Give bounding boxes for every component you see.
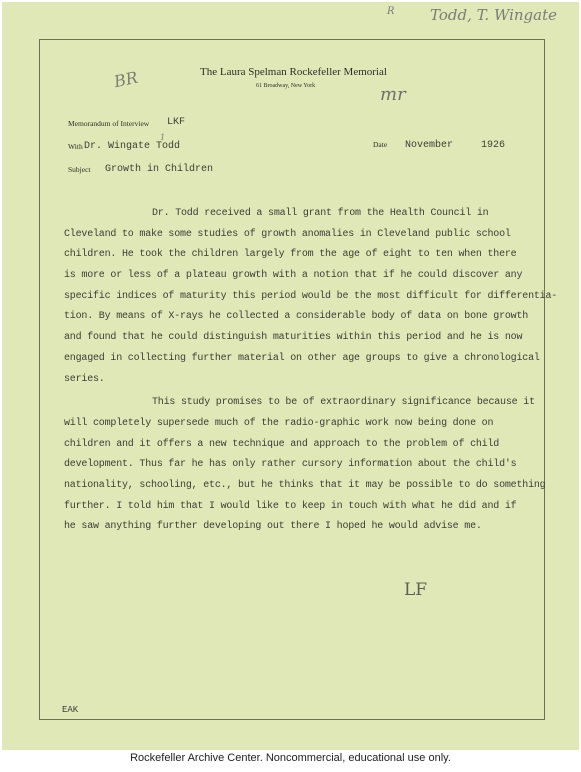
letterhead-address: 61 Broadway, New York	[256, 83, 316, 89]
memo-label: Memorandum of Interview	[68, 119, 150, 128]
body-line: he saw anything further developing out there I hoped he would advise me.	[64, 521, 482, 533]
body-line: series.	[64, 373, 105, 385]
body-line: tion. By means of X-rays he collected a considerable body of data on bone growth	[64, 311, 529, 323]
memo-body	[64, 204, 558, 538]
body-line: specific indices of maturity this period would be the most difficult for differentia-	[64, 290, 558, 302]
typist-initials: EAK	[62, 705, 79, 715]
with-value: Dr. Wingate Todd	[84, 141, 181, 152]
body-line: This study promises to be of extraordinary significance because it	[152, 397, 535, 409]
archive-footer: Rockefeller Archive Center. Noncommercial, educational use only.	[130, 752, 451, 764]
handwritten-initials-left: BR	[112, 67, 140, 92]
subject-value: Growth in Children	[105, 164, 214, 175]
body-line: nationality, schooling, etc., but he thinks that it may be possible to do something	[64, 479, 546, 491]
body-line: children. He took the children largely from the age of eight to ten when there	[64, 249, 517, 261]
with-label: With	[68, 142, 83, 151]
year-value: 1926	[481, 140, 506, 151]
letterhead-org: The Laura Spelman Rockefeller Memorial	[200, 66, 387, 78]
body-line: is more or less of a plateau growth with a notion that if he could discover any	[64, 270, 523, 282]
subject-label: Subject	[68, 165, 91, 174]
body-line: will completely supersede much of the radio-graphic work now being done on	[64, 417, 494, 429]
body-line: development. Thus far he has only rather cursory information about the child's	[64, 459, 517, 471]
date-value: November	[405, 140, 454, 151]
body-line: and found that he could distinguish maturities within this period and he is now	[64, 332, 523, 344]
insert-mark: 1	[160, 133, 166, 142]
body-line: Cleveland to make some studies of growth anomalies in Cleveland public school	[64, 228, 511, 240]
handwritten-archive-note: Todd, T. Wingate	[430, 6, 558, 24]
body-line: children and it offers a new technique and approach to the problem of child	[64, 438, 500, 450]
body-line: further. I told him that I would like to keep in touch with what he did and if	[64, 500, 517, 512]
body-line: Dr. Todd received a small grant from the Health Council in	[152, 208, 489, 219]
handwritten-signature: LF	[404, 580, 428, 600]
date-label: Date	[373, 140, 388, 149]
handwritten-archive-mark: R	[387, 6, 395, 17]
body-line: engaged in collecting further material on other age groups to give a chronological	[64, 352, 540, 364]
handwritten-initials-right: mr	[380, 84, 406, 105]
memo-initials: LKF	[167, 117, 186, 128]
